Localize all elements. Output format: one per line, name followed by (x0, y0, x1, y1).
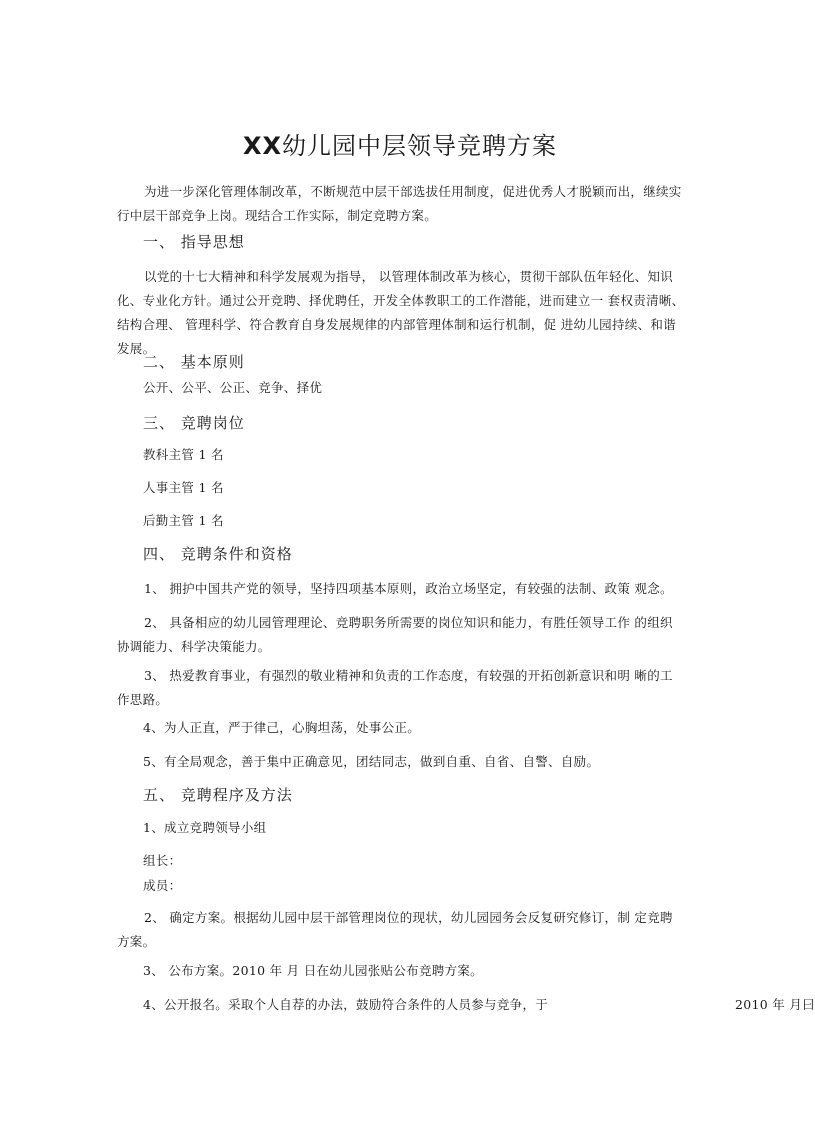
condition-item: 1、 拥护中国共产党的领导，坚持四项基本原则，政治立场坚定，有较强的法制、政策 观念。 (144, 581, 673, 596)
group-members-label: 成员： (143, 878, 182, 893)
section3-heading: 三、 竞聘岗位 (143, 414, 245, 432)
section2-body: 公开、公平、公正、竞争、择优 (143, 380, 323, 395)
procedure-step: 3、 公布方案。2010 年 月 日在幼儿园张贴公布竞聘方案。 (143, 963, 483, 978)
procedure-step-text: 4、公开报名。采取个人自荐的办法，鼓励符合条件的人员参与竞争，于 (143, 997, 549, 1012)
condition-item: 2、 具备相应的幼儿园管理理论、竞聘职务所需要的岗位知识和能力，有胜任领导工作 的组织协调能力、科学决策能力。 (117, 615, 673, 654)
title-rest: 幼儿园中层领导竞聘方案 (282, 132, 557, 160)
condition-item: 4、为人正直，严于律己，心胸坦荡，处事公正。 (143, 720, 421, 735)
post-item: 教科主管 1 名 (143, 447, 224, 462)
section4-heading: 四、 竞聘条件和资格 (143, 545, 293, 563)
procedure-step: 2、 确定方案。根据幼儿园中层干部管理岗位的现状，幼儿园园务会反复研究修订，制 定竞聘方案。 (117, 910, 673, 949)
procedure-step-date: 2010 年 月曰 (735, 997, 815, 1012)
section5-heading: 五、 竞聘程序及方法 (143, 786, 293, 804)
section2-heading: 二、 基本原则 (143, 353, 245, 371)
group-leader-label: 组长： (143, 853, 182, 868)
procedure-step: 1、成立竞聘领导小组 (143, 820, 267, 835)
intro-paragraph: 为进一步深化管理体制改革，不断规范中层干部选拔任用制度，促进优秀人才脱颖而出，继续实行中层干部竞争上岗。现结合工作实际，制定竞聘方案。 (117, 184, 682, 223)
post-item: 后勤主管 1 名 (143, 513, 224, 528)
post-item: 人事主管 1 名 (143, 480, 224, 495)
condition-item: 5、有全局观念，善于集中正确意见，团结同志，做到自重、自省、自警、自励。 (143, 754, 600, 769)
procedure-step (143, 995, 815, 1015)
title-prefix: XX (242, 132, 282, 160)
section1-heading: 一、 指导思想 (143, 233, 245, 251)
section1-body: 以党的十七大精神和科学发展观为指导， 以管理体制改革为核心，贯彻干部队伍年轻化、知识化、专业化方针。通过公开竞聘、择优聘任，开发全体教职工的工作潜能，进而建立一 套权责清晰、结构合理、 管理科学、符合教育自身发展规律的内部管理体制和运行机制，促 进幼儿园持续、和谐发展。 (117, 269, 685, 356)
condition-item: 3、 热爱教育事业，有强烈的敬业精神和负责的工作态度，有较强的开拓创新意识和明 晰的工作思路。 (117, 668, 673, 707)
document-title (0, 130, 800, 162)
